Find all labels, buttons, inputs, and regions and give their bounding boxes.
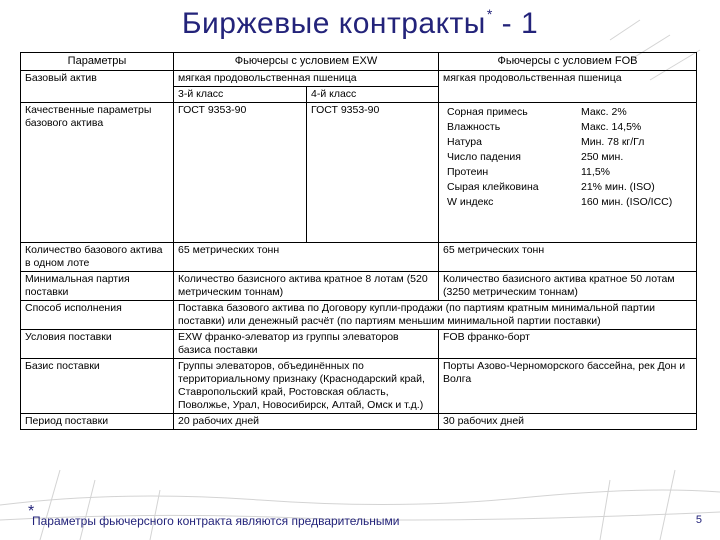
quality-param-value: Макс. 2% [581,106,627,118]
row-label: Условия поставки [21,330,174,359]
cell-fob-base-asset: мягкая продовольственная пшеница [439,71,697,103]
list-item [443,105,692,120]
title-suffix: - 1 [501,7,539,40]
table-header-row [21,53,697,71]
row-label: Способ исполнения [21,301,174,330]
cell-exw-class-2: 4-й класс [307,87,439,103]
row-label: Минимальная партия поставки [21,272,174,301]
table-row [21,272,697,301]
footnote-text: Параметры фьючерсного контракта являются предварительными [32,514,400,528]
title-text: Биржевые контракты [181,7,486,40]
row-label: Период поставки [21,414,174,430]
quality-param-value: 250 мин. [581,151,624,163]
list-item [443,180,692,195]
quality-param-name: Сорная примесь [447,106,528,118]
cell-fob-delivery-period: 30 рабочих дней [439,414,697,430]
cell-exw-quality-1: ГОСТ 9353-90 [174,103,307,243]
quality-param-value: 160 мин. (ISO/ICC) [581,196,673,208]
quality-param-name: Сырая клейковина [447,181,539,193]
cell-fob-delivery-terms: FOB франко-борт [439,330,697,359]
quality-param-value: 21% мин. (ISO) [581,181,655,193]
header-exw: Фьючерсы с условием EXW [174,53,439,71]
table-row [21,243,697,272]
list-item [443,165,692,180]
contract-parameters-table [20,52,697,430]
quality-param-name: Влажность [447,121,501,133]
table-row [21,359,697,414]
header-parameters: Параметры [21,53,174,71]
cell-exw-min-batch: Количество базисного актива кратное 8 лотам (520 метрическим тоннам) [174,272,439,301]
slide-title [0,6,720,41]
cell-fob-quality [439,103,697,243]
list-item [443,120,692,135]
quality-param-value: 11,5% [581,166,610,178]
row-label: Базис поставки [21,359,174,414]
row-label: Качественные параметры базового актива [21,103,174,243]
cell-exw-lot: 65 метрических тонн [174,243,439,272]
list-item [443,150,692,165]
list-item [443,135,692,150]
table-row [21,103,697,243]
table-row [21,330,697,359]
quality-param-name: Число падения [447,151,521,163]
list-item [443,195,692,209]
row-label: Базовый актив [21,71,174,103]
quality-param-name: W индекс [447,196,494,208]
cell-fob-min-batch: Количество базисного актива кратное 50 лотам (3250 метрическим тоннам) [439,272,697,301]
cell-exw-delivery-terms: EXW франко-элеватор из группы элеваторов базиса поставки [174,330,439,359]
header-fob: Фьючерсы с условием FOB [439,53,697,71]
quality-param-name: Натура [447,136,482,148]
quality-param-value: Мин. 78 кг/Гл [581,136,645,148]
footnote [28,503,400,528]
title-footnote-mark: * [486,6,493,22]
table-row [21,71,697,87]
fob-quality-list [443,105,692,209]
footnote-mark: * [28,503,35,520]
cell-execution: Поставка базового актива по Договору купли-продажи (по партиям кратным минимальной партии поставки) или денежный расчёт (по партиям меньшим минимальной партии поставки) [174,301,697,330]
cell-exw-delivery-period: 20 рабочих дней [174,414,439,430]
cell-exw-quality-2: ГОСТ 9353-90 [307,103,439,243]
quality-param-name: Протеин [447,166,489,178]
cell-fob-delivery-basis: Порты Азово-Черноморского бассейна, рек Дон и Волга [439,359,697,414]
cell-exw-delivery-basis: Группы элеваторов, объединённых по территориальному признаку (Краснодарский край, Ставропольский край, Ростовская область, Поволжье, Урал, Новосибирск, Алтай, Омск и т.д.) [174,359,439,414]
row-label: Количество базового актива в одном лоте [21,243,174,272]
page-number: 5 [695,514,702,526]
quality-param-value: Макс. 14,5% [581,121,642,133]
table-row [21,414,697,430]
table-row [21,301,697,330]
cell-exw-base-asset: мягкая продовольственная пшеница [174,71,439,87]
cell-exw-class-1: 3-й класс [174,87,307,103]
cell-fob-lot: 65 метрических тонн [439,243,697,272]
